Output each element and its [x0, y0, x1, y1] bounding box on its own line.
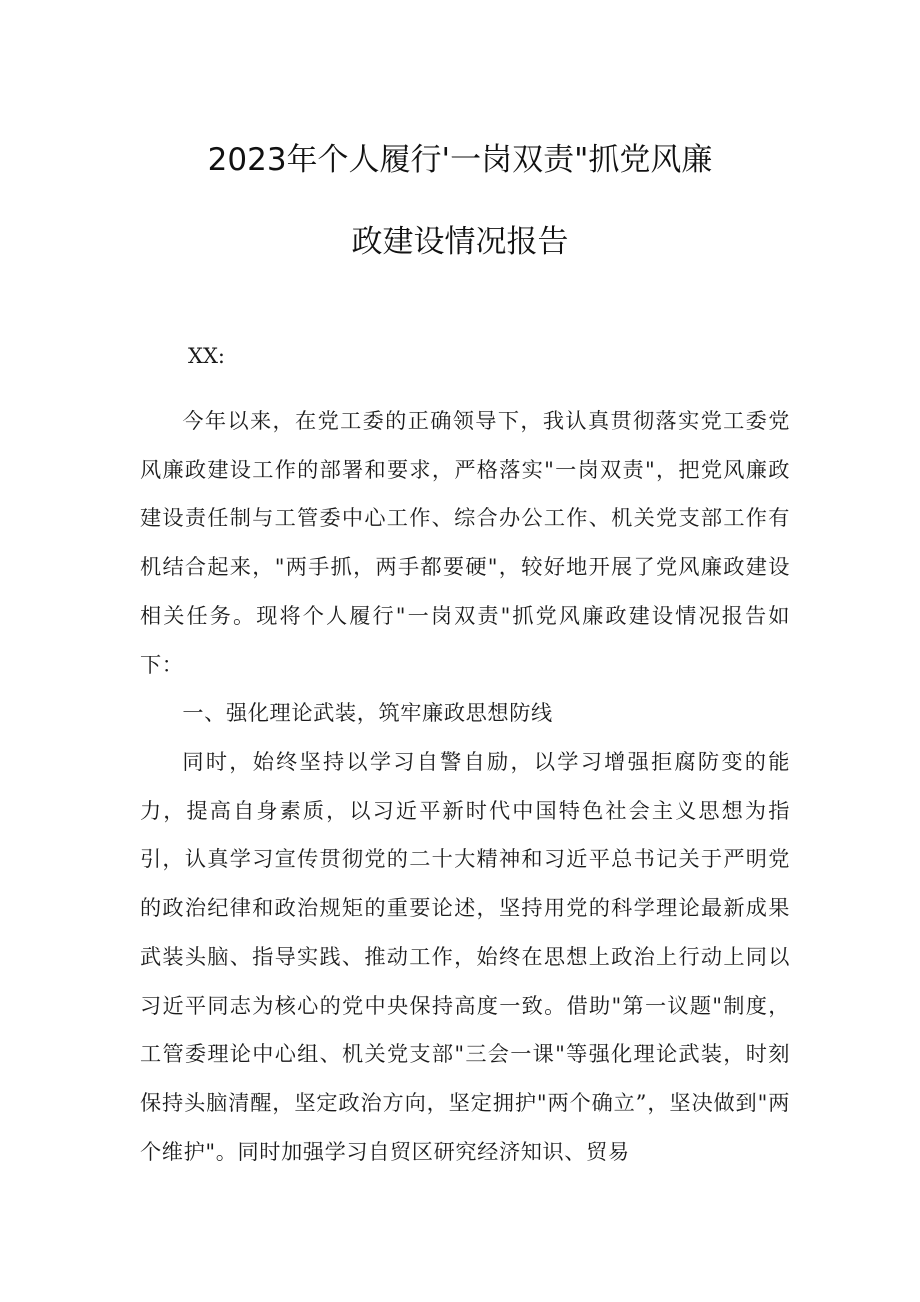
paragraph-section-1: 同时，始终坚持以学习自警自励，以学习增强拒腐防变的能力，提高自身素质，以习近平新时代中国特色社会主义思想为指引，认真学习宣传贯彻党的二十大精神和习近平总书记关于严明党的政治纪律和政治规矩的重要论述，坚持用党的科学理论最新成果武装头脑、指导实践、推动工作，始终在思想上政治上行动上同以习近平同志为核心的党中央保持高度一致。借助"第一议题"制度，工管委理论中心组、机关党支部"三会一课"等强化理论武装，时刻保持头脑清醒，坚定政治方向，坚定拥护"两个确立”，坚决做到"两个维护"。同时加强学习自贸区研究经济知识、贸易	[140, 749, 790, 1164]
document-title-line-1: 2023年个人履行'一岗双责"抓党风廉	[207, 142, 713, 178]
document-title-line-2: 政建设情况报告	[351, 224, 569, 260]
paragraph-intro: 今年以来，在党工委的正确领导下，我认真贯彻落实党工委党风廉政建设工作的部署和要求，严格落实"一岗双责"，把党风廉政建设责任制与工管委中心工作、综合办公工作、机关党支部工作有机结合起来，"两手抓，两手都要硬"，较好地开展了党风廉政建设相关任务。现将个人履行"一岗双责"抓党风廉政建设情况报告如下：	[140, 408, 790, 677]
salutation: XX:	[188, 344, 225, 368]
section-heading-1: 一、强化理论武装，筑牢廉政思想防线	[182, 700, 553, 725]
